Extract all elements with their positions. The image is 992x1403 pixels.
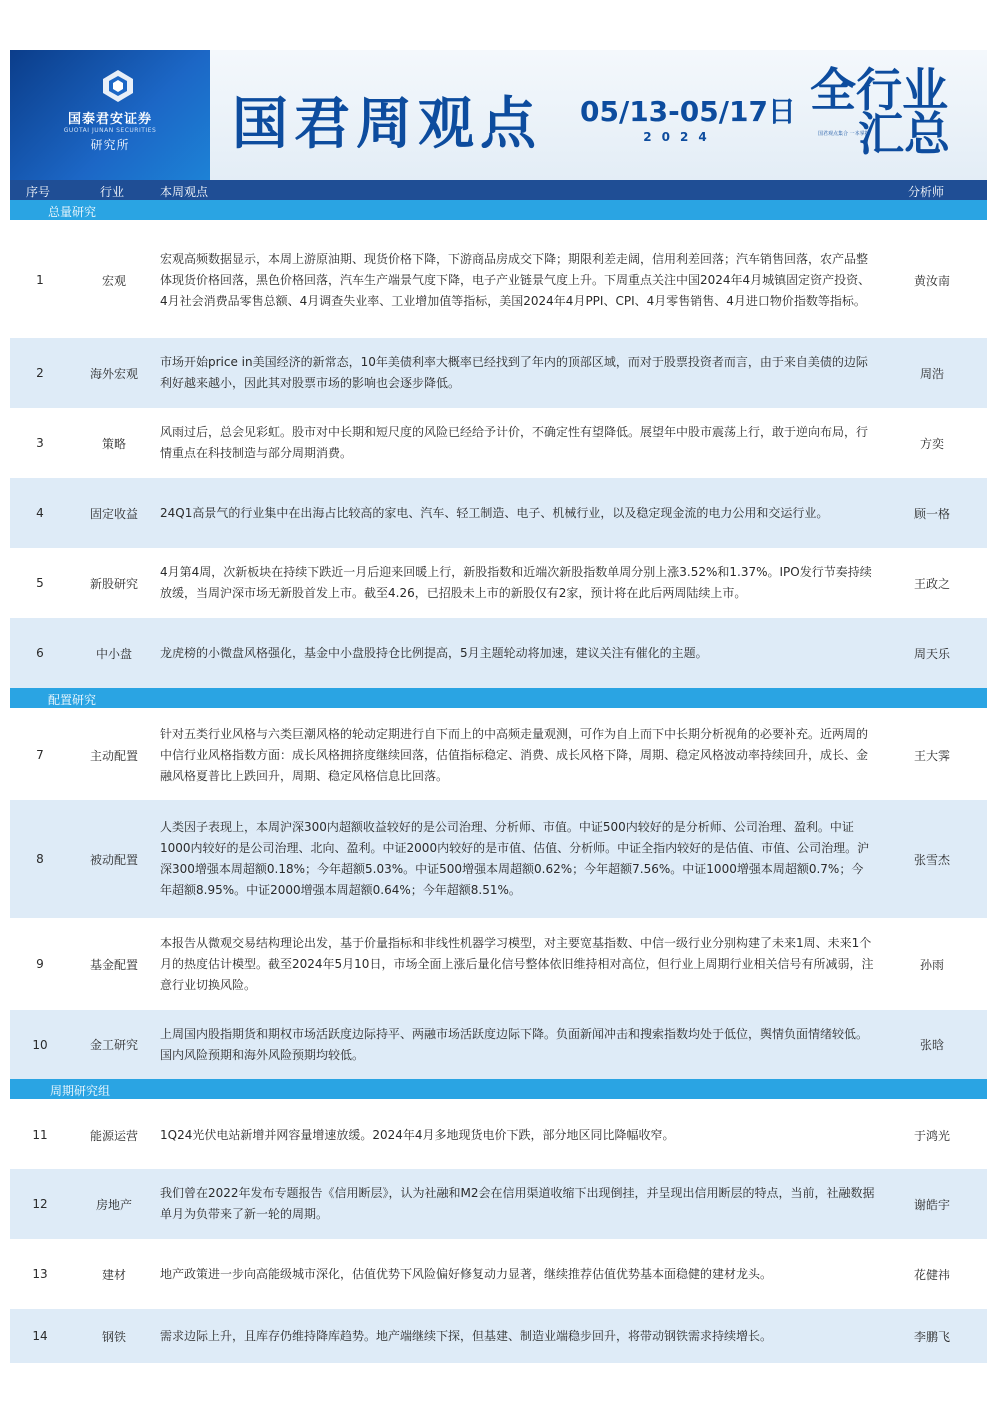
table-row: [10, 1010, 987, 1079]
logo-block: [10, 50, 210, 180]
row-industry: 新股研究: [89, 576, 138, 591]
row-industry: 主动配置: [89, 748, 138, 763]
row-analyst: 李鹏飞: [913, 1329, 950, 1344]
section-title: 配置研究: [48, 693, 97, 707]
row-industry: 金工研究: [89, 1038, 138, 1052]
row-view-text: 1Q24光伏电站新增并网容量增速放缓。2024年4月多地现货电价下跌，部分地区同比降幅收窄。: [160, 1127, 675, 1142]
table-row: [10, 1169, 987, 1239]
row-industry: 固定收益: [89, 506, 138, 521]
logo-english-name: GUOTAI JUNAN SECURITIES: [63, 127, 157, 134]
row-analyst: 王大霁: [913, 748, 950, 763]
section-bar-allocation: [10, 688, 987, 708]
section-bar-macro: [10, 200, 987, 220]
report-year: 2024: [643, 130, 717, 144]
row-industry: 建材: [101, 1267, 126, 1282]
row-number: 8: [36, 852, 44, 866]
table-row: [10, 1101, 987, 1169]
section-bar-cycle: [10, 1079, 987, 1099]
row-industry: 被动配置: [89, 852, 138, 867]
banner-slogan-line1: 全行业: [810, 63, 948, 117]
report-date-range: 05/13-05/17日: [580, 95, 796, 128]
table-row: [10, 918, 987, 1010]
column-header-view: 本周观点: [160, 185, 209, 199]
row-view-text: 本报告从微观交易结构理论出发，基于价量指标和非线性机器学习模型，对主要宽基指数、中信一级行业分别构建了未来1周、未来1个月的热度估计模型。截至2024年5月10日，市场全面上涨后量化信号整体依旧维持相对高位，但行业上周期行业相关信号有所减弱，注意行业切换风险。: [160, 935, 874, 992]
row-analyst: 于鸿光: [913, 1128, 950, 1143]
row-view-text: 4月第4周，次新板块在持续下跌近一月后迎来回暖上行，新股指数和近端次新股指数单周分别上涨3.52%和1.37%。IPO发行节奏持续放缓，当周沪深市场无新股首发上市。截至4.26，已招股未上市的新股仅有2家，预计将在此后两周陆续上市。: [160, 565, 872, 600]
logo-institute: 研究所: [90, 138, 130, 152]
table-column-header: [10, 180, 987, 200]
table-row: [10, 1239, 987, 1309]
row-number: 9: [36, 957, 44, 971]
row-view-text: 24Q1高景气的行业集中在出海占比较高的家电、汽车、轻工制造、电子、机械行业，以及稳定现金流的电力公用和交运行业。: [160, 505, 829, 520]
row-analyst: 周天乐: [913, 646, 950, 661]
table-row: [10, 800, 987, 918]
row-view-text: 需求边际上升，且库存仍维持降库趋势。地产端继续下探，但基建、制造业端稳步回升，将带动钢铁需求持续增长。: [160, 1328, 773, 1343]
table-row: [10, 618, 987, 688]
row-industry: 能源运营: [89, 1128, 138, 1143]
row-view-text: 针对五类行业风格与六类巨潮风格的轮动定期进行自下而上的中高频走量观测，可作为自上而下中长期分析视角的必要补充。近两周的中信行业风格指数方面：成长风格拥挤度继续回落，估值指标稳定、消费、成长风格下降，周期、稳定风格波动率持续回升，成长、金融风格夏普比上跌回升，周期、稳定风格信息比回落。: [160, 726, 869, 783]
row-number: 5: [36, 576, 44, 590]
row-number: 13: [32, 1267, 48, 1281]
row-analyst: 黄汝南: [913, 273, 950, 288]
row-industry: 房地产: [95, 1197, 132, 1212]
row-analyst: 王政之: [913, 576, 950, 591]
table-row: [10, 548, 987, 618]
row-number: 11: [32, 1128, 48, 1142]
banner-slogan-note: 国君观点集合 一本掌握: [818, 131, 870, 137]
row-view-text: 宏观高频数据显示，本周上游原油期、现货价格下降，下游商品房成交下降；期限利差走阔，信用利差回落；汽车销售回落，农产品整体现货价格回落，黑色价格回落，汽车生产端景气度下降，电子产业链景气度上升。下周重点关注中国2024年4月城镇固定资产投资、4月社会消费品零售总额、4月调查失业率、工业增加值等指标，美国2024年4月PPI、CPI、4月零售销售、4月进口物价指数等指标。: [160, 251, 871, 308]
column-header-num: 序号: [26, 185, 51, 199]
row-view-text: 我们曾在2022年发布专题报告《信用断层》，认为社融和M2会在信用渠道收缩下出现倒挂，并呈现出信用断层的特点，当前，社融数据单月为负带来了新一轮的周期。: [160, 1186, 875, 1221]
row-number: 7: [36, 748, 44, 762]
row-number: 2: [36, 366, 44, 380]
table-row: [10, 338, 987, 408]
row-number: 12: [32, 1197, 48, 1211]
row-analyst: 谢皓宇: [913, 1197, 950, 1212]
row-analyst: 孙雨: [919, 957, 944, 972]
row-industry: 钢铁: [101, 1329, 126, 1344]
row-industry: 基金配置: [89, 957, 138, 972]
row-view-text: 人类因子表现上，本周沪深300内超额收益较好的是公司治理、分析师、市值。中证500内较好的是分析师、公司治理、盈利。中证1000内较好的是公司治理、北向、盈利。中证2000内较好的是市值、估值、分析师。中证全指内较好的是估值、市值、公司治理。沪深300增强本周超额0.18%；今年超额5.03%。中证500增强本周超额0.62%；今年超额7.56%。中证1000增强本周超额0.7%；今年超额8.95%。中证2000增强本周超额0.64%；今年超额8.51%。: [160, 820, 870, 897]
row-number: 4: [36, 506, 44, 520]
row-analyst: 张雪杰: [913, 852, 950, 867]
table-row: [10, 478, 987, 548]
row-number: 3: [36, 436, 44, 450]
row-view-text: 龙虎榜的小微盘风格强化，基金中小盘股持仓比例提高，5月主题轮动将加速，建议关注有催化的主题。: [160, 645, 708, 660]
row-industry: 中小盘: [95, 646, 132, 661]
row-analyst: 方奕: [919, 436, 944, 451]
row-analyst: 张晗: [919, 1038, 944, 1052]
row-number: 1: [36, 273, 44, 287]
table-row: [10, 1309, 987, 1363]
row-number: 14: [32, 1329, 48, 1343]
table-row: [10, 710, 987, 800]
row-view-text: 市场开始price in美国经济的新常态，10年美债利率大概率已经找到了年内的顶部区域，而对于股票投资者而言，由于来自美债的边际利好越来越小，因此其对股票市场的影响也会逐步降低。: [160, 355, 868, 390]
section-title: 周期研究组: [50, 1084, 111, 1098]
section-title: 总量研究: [48, 205, 97, 219]
column-header-analyst: 分析师: [908, 185, 945, 199]
logo-icon: [100, 68, 136, 104]
banner-slogan: [810, 63, 950, 161]
row-view-text: 地产政策进一步向高能级城市深化，估值优势下风险偏好修复动力显著，继续推荐估值优势基本面稳健的建材龙头。: [160, 1266, 773, 1281]
logo-company-name: 国泰君安证券: [67, 112, 152, 127]
row-analyst: 顾一格: [913, 506, 950, 521]
row-industry: 海外宏观: [89, 366, 138, 381]
row-view-text: 上周国内股指期货和期权市场活跃度边际持平、两融市场活跃度边际下降。负面新闻冲击和搜索指数均处于低位，舆情负面情绪较低。国内风险预期和海外风险预期均较低。: [160, 1026, 869, 1062]
row-view-text: 风雨过后，总会见彩虹。股市对中长期和短尺度的风险已经给予计价，不确定性有望降低。展望年中股市震荡上行，敢于逆向布局，行情重点在科技制造与部分周期消费。: [160, 425, 869, 460]
report-banner: [10, 50, 987, 180]
row-number: 6: [36, 646, 44, 660]
banner-slogan-line2: 汇总: [858, 107, 950, 161]
row-number: 10: [32, 1037, 48, 1052]
column-header-industry: 行业: [100, 185, 125, 199]
report-title: 国君周观点: [232, 92, 542, 157]
row-industry: 策略: [101, 436, 126, 451]
table-row: [10, 222, 987, 338]
table-row: [10, 408, 987, 478]
row-analyst: 花健祎: [913, 1267, 950, 1282]
row-analyst: 周浩: [919, 366, 944, 381]
row-industry: 宏观: [101, 273, 126, 288]
